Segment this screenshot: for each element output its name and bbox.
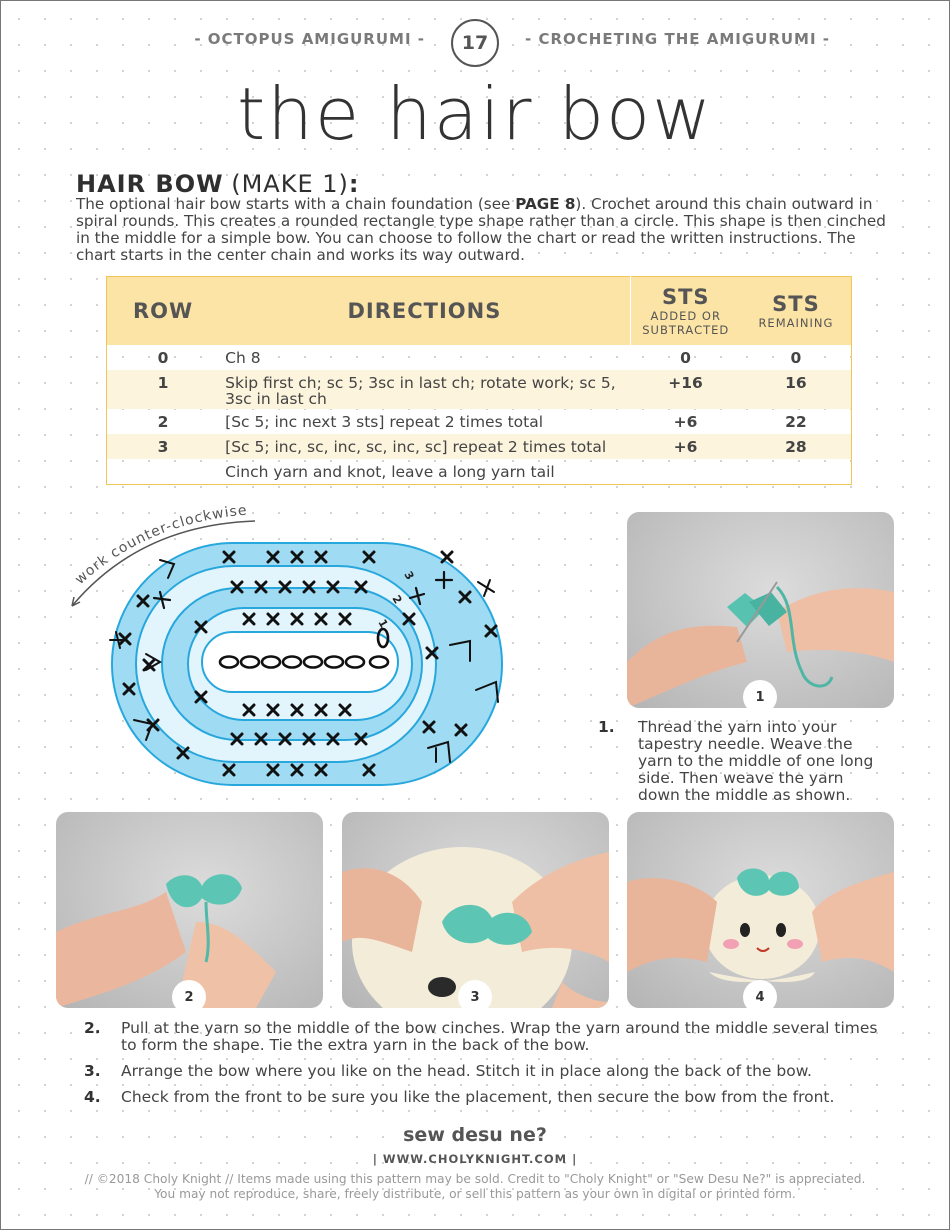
step-text: Pull at the yarn so the middle of the bow cinches. Wrap the yarn around the middle several times to form the shape. Tie the extra yarn in the back of the bow.	[121, 1019, 878, 1054]
cell-remaining: 16	[741, 370, 852, 409]
step-2	[84, 1020, 884, 1054]
header-sts-remaining-title: STS	[772, 292, 820, 316]
page-number: 17	[451, 19, 499, 67]
step-number: 4.	[84, 1088, 101, 1106]
step-3	[84, 1063, 884, 1080]
step-number: 1.	[598, 718, 615, 736]
header-row: ROW	[107, 277, 220, 346]
crochet-chart	[60, 495, 530, 795]
photo-step-1-illustration	[627, 512, 894, 708]
cell-directions: [Sc 5; inc, sc, inc, sc, inc, sc] repeat 2 times total	[219, 434, 630, 459]
intro-text-before: The optional hair bow starts with a chain foundation (see	[76, 195, 516, 213]
copyright-line-1: // ©2018 Choly Knight // Items made using this pattern may be sold. Credit to "Choly Knight" or "Sew Desu Ne?" is appreciated.	[84, 1172, 866, 1186]
step-text: Check from the front to be sure you like the placement, then secure the bow from the front.	[121, 1088, 835, 1106]
step-text: Thread the yarn into your tapestry needle. Weave the yarn to the middle of one long side. Then weave the yarn down the middle as shown.	[638, 718, 874, 804]
round-label-1: 1	[375, 617, 391, 631]
section-heading-colon: :	[348, 170, 360, 198]
photo-step-3-illustration	[342, 812, 609, 1008]
cell-directions: Skip first ch; sc 5; 3sc in last ch; rotate work; sc 5, 3sc in last ch	[219, 370, 630, 409]
header-sts-added-title: STS	[661, 285, 710, 309]
cell-row: 0	[157, 349, 169, 367]
pattern-table	[106, 276, 852, 485]
photo-badge: 1	[743, 680, 777, 708]
cell-remaining: 22	[785, 413, 807, 431]
cell-row: 1	[107, 370, 220, 409]
cell-added	[630, 459, 741, 484]
page-title: the hair bow	[237, 72, 713, 156]
photo-step-1	[627, 512, 894, 708]
cell-directions: [Sc 5; inc next 3 sts] repeat 2 times total	[225, 413, 544, 431]
header-sts-added-sub: ADDED OR SUBTRACTED	[642, 309, 730, 337]
section-heading-text: HAIR BOW	[76, 170, 224, 198]
header-directions: DIRECTIONS	[219, 277, 630, 346]
cell-row: 3	[107, 434, 220, 459]
footer-brand: sew desu ne?	[403, 1124, 547, 1146]
cell-added: +16	[630, 370, 741, 409]
footer-url[interactable]: | WWW.CHOLYKNIGHT.COM |	[372, 1152, 578, 1166]
section-heading-note: (MAKE 1)	[231, 170, 349, 198]
intro-paragraph	[76, 196, 886, 264]
photo-step-2	[56, 812, 323, 1008]
table-row	[107, 345, 852, 370]
photo-step-4	[627, 812, 894, 1008]
intro-text-after: ). Crochet around this chain outward in spiral rounds. This creates a rounded rectangle type shape rather than a circle. This shape is then cinched in the middle for a simple bow. You can choose to follow the chart or read the written instructions. The chart starts in the center chain and works its way outward.	[76, 195, 886, 264]
cell-added: 0	[680, 349, 691, 367]
copyright-line-2: You may not reproduce, share, freely distribute, or sell this pattern as your own in digital or printed form.	[154, 1187, 796, 1201]
photo-step-3	[342, 812, 609, 1008]
cell-directions: Cinch yarn and knot, leave a long yarn tail	[225, 463, 555, 481]
photo-badge: 4	[743, 980, 777, 1008]
photo-step-4-illustration	[627, 812, 894, 1008]
header-left: - OCTOPUS AMIGURUMI -	[194, 30, 425, 48]
cell-remaining	[741, 459, 852, 484]
table-row	[107, 370, 852, 409]
header-right: - CROCHETING THE AMIGURUMI -	[525, 30, 831, 48]
cell-directions: Ch 8	[225, 349, 261, 367]
cell-added: +6	[673, 413, 698, 431]
photo-badge: 2	[172, 980, 206, 1008]
intro-page-ref: PAGE 8	[515, 195, 576, 213]
table-row	[107, 459, 852, 484]
cell-remaining: 0	[790, 349, 802, 367]
round-label-3: 3	[401, 569, 417, 583]
step-number: 3.	[84, 1062, 101, 1080]
header-sts-added	[630, 277, 741, 346]
step-4	[84, 1089, 884, 1106]
table-row	[107, 409, 852, 434]
photo-step-2-illustration	[56, 812, 323, 1008]
cell-remaining: 28	[741, 434, 852, 459]
header-sts-remaining-sub: REMAINING	[758, 316, 834, 330]
table-row	[107, 434, 852, 459]
round-label-2: 2	[389, 593, 405, 607]
cell-added: +6	[630, 434, 741, 459]
step-text: Arrange the bow where you like on the head. Stitch it in place along the back of the bow.	[121, 1062, 812, 1080]
photo-badge: 3	[458, 980, 492, 1008]
footer-copyright	[0, 1172, 950, 1202]
step-list	[84, 1020, 884, 1106]
cell-row: 2	[157, 413, 169, 431]
direction-label: work counter-clockwise	[72, 502, 249, 588]
cell-row	[107, 459, 220, 484]
header-sts-remaining	[741, 277, 852, 346]
section-heading	[76, 170, 360, 198]
step-number: 2.	[84, 1019, 101, 1037]
